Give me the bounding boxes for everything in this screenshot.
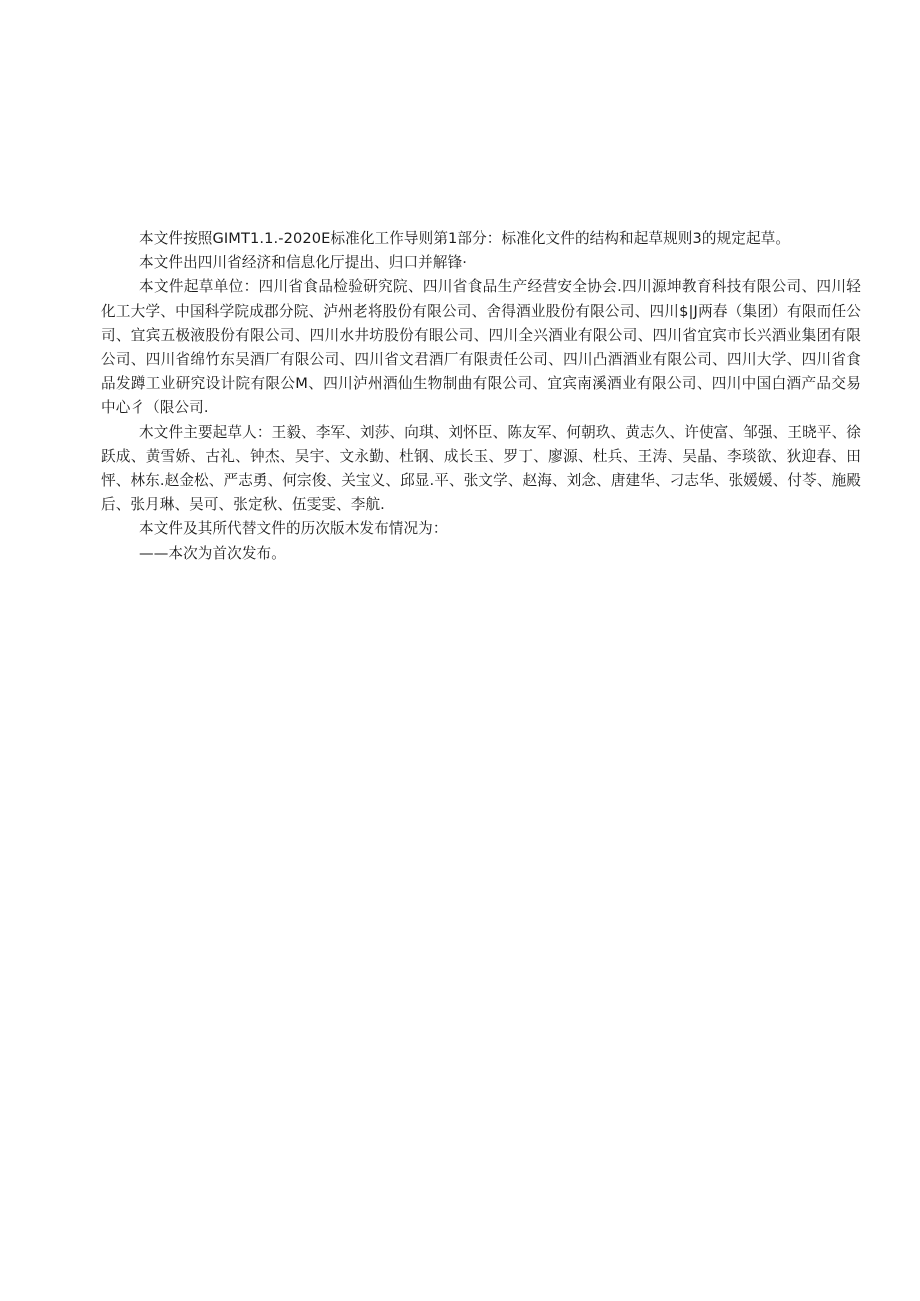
- document-body: [101, 227, 861, 566]
- drafting-units-paragraph: 本文件起草单位：四川省食品检验研究院、四川省食品生产经营安全协会.四川源坤教育科技有限公司、四川轻化工大学、中国科学院成郡分院、泸州老将股份有限公司、舍得酒业股份有限公司、四川$|J两春（集团）有限而任公司、宜宾五极液股份有限公司、四川水井坊股份有眼公司、四川全兴酒业有限公司、四川省宜宾市长兴酒业集团有限公司、四川省绵竹东吴酒厂有限公司、四川省文君酒厂有限责任公司、四川凸酒酒业有限公司、四川大学、四川省食品发蹲工业研究设计院有限公M、四川泸州酒仙生物制曲有限公司、宜宾南溪酒业有限公司、四川中国白酒产品交易中心彳（限公司.: [101, 278, 861, 417]
- version-history-item: ——本次为首次发布。: [139, 544, 286, 562]
- main-drafters-paragraph: 木文件主要起草人：王毅、李军、刘莎、向琪、刘怀臣、陈友军、何朝玖、黄志久、许使富、邹强、王晓平、徐跃成、黄雪娇、古礼、钟杰、吴宇、文永勤、杜钢、成长玉、罗丁、廖源、杜兵、王涛、吴晶、李琰欲、狄迎春、田怦、林东.赵金松、严志勇、何宗俊、关宝义、邱显.平、张文学、赵海、刘念、唐建华、刁志华、张媛媛、付苓、施殿后、张月琳、吴可、张定秋、伍雯雯、李航.: [101, 423, 861, 514]
- proposer-statement: 本文件出四川省经济和信息化厅提出、归口并解锋·: [139, 254, 468, 272]
- version-history-heading: 本文件及其所代替文件的历次版木发布情况为：: [139, 520, 448, 538]
- drafting-rule-statement: 本文件按照GIMT1.1.-2020E标准化工作导则第1部分：标准化文件的结构和起草规则3的规定起草。: [139, 230, 791, 247]
